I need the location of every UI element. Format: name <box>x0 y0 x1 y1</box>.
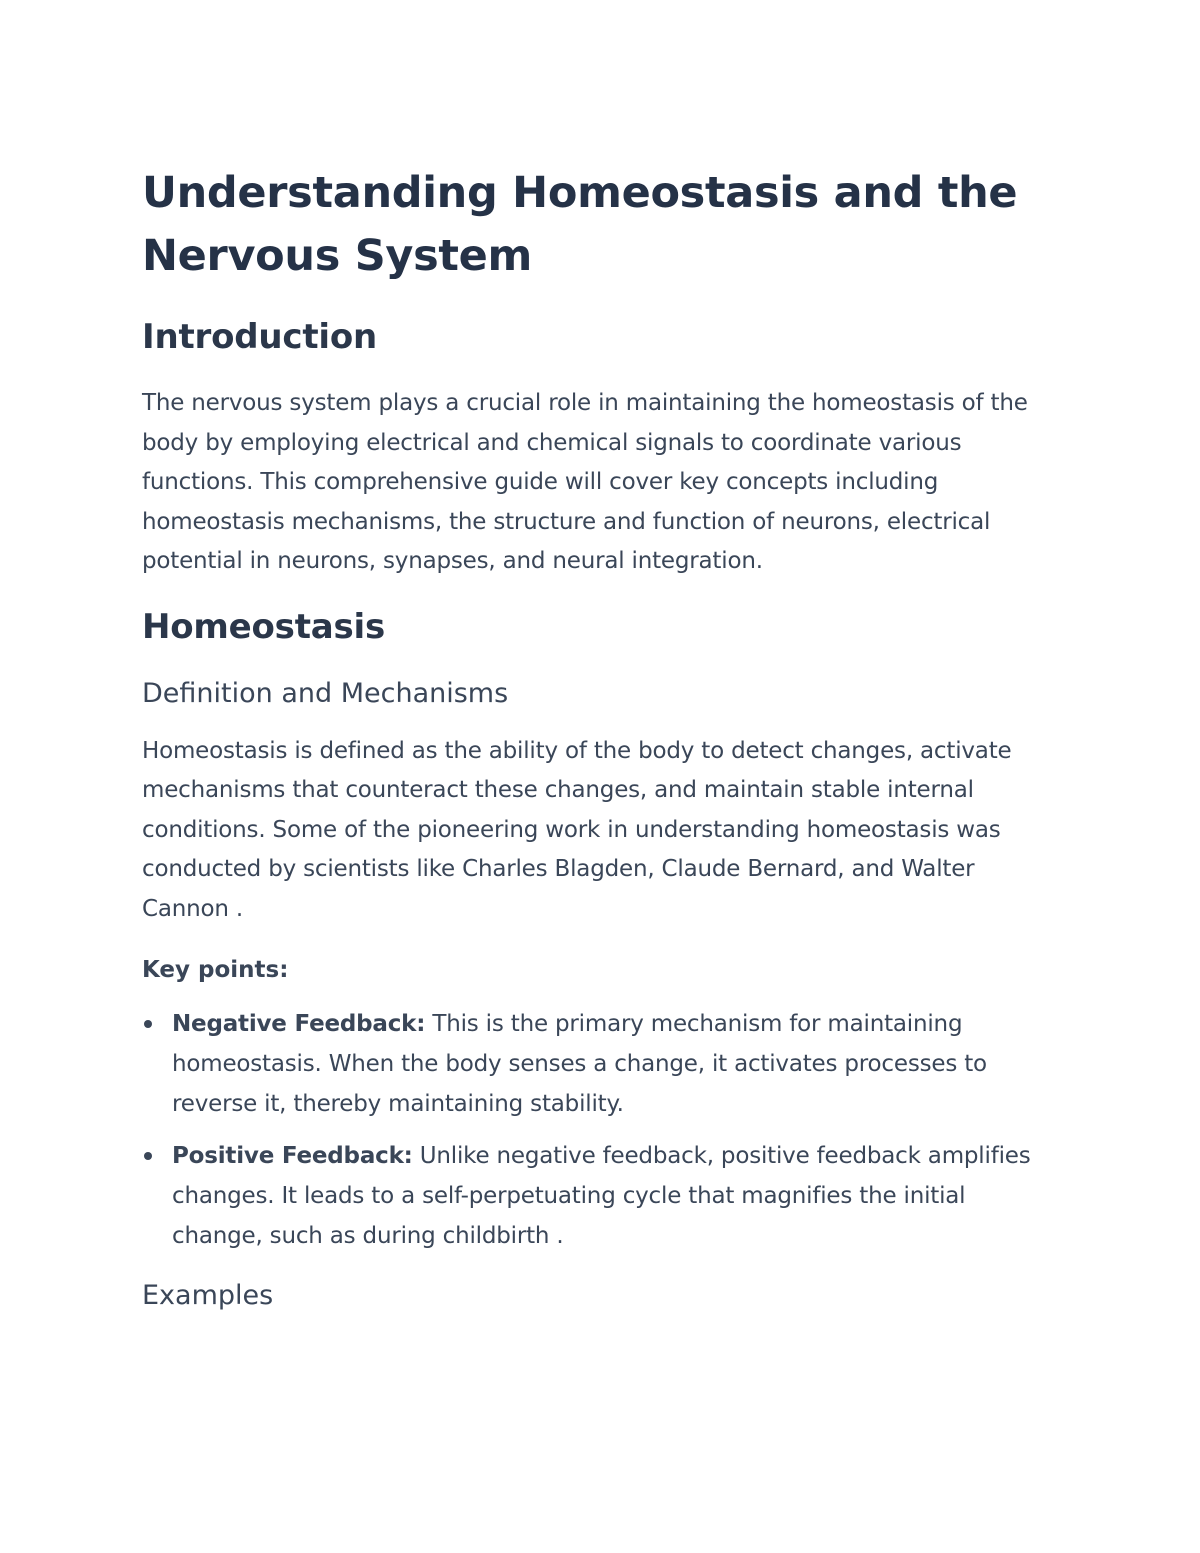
homeostasis-heading: Homeostasis <box>142 606 386 647</box>
introduction-heading: Introduction <box>142 317 378 357</box>
introduction-section <box>142 314 1062 582</box>
definition-paragraph: Homeostasis is defined as the ability of the body to detect changes, activate mechanisms that counteract these changes, and maintain stable internal conditions. Some of the pioneering work in understanding homeostasis was conducted by scientists like Charles Blagden, Claude Bernard, and Walter Cannon . <box>142 737 1012 922</box>
key-point-text: This is the primary mechanism for maintaining homeostasis. When the body senses a change, it activates processes to reverse it, thereby maintaining stability. <box>172 1010 987 1117</box>
bullet-icon <box>144 1152 152 1160</box>
bullet-icon <box>144 1020 152 1028</box>
key-point-text: Unlike negative feedback, positive feedback amplifies changes. It leads to a self-perpetuating cycle that magnifies the initial change, such as during childbirth . <box>172 1142 1031 1249</box>
introduction-paragraph: The nervous system plays a crucial role in maintaining the homeostasis of the body by employing electrical and chemical signals to coordinate various functions. This comprehensive guide will cover key concepts including homeostasis mechanisms, the structure and function of neurons, electrical potential in neurons, synapses, and neural integration. <box>142 390 1028 574</box>
definition-heading: Definition and Mechanisms <box>142 677 509 709</box>
key-point-term: Negative Feedback: <box>172 1010 426 1037</box>
key-point-term: Positive Feedback: <box>172 1142 413 1169</box>
list-item <box>142 1136 1062 1256</box>
homeostasis-section <box>142 604 1062 1316</box>
key-points-list <box>142 1004 1062 1256</box>
examples-heading: Examples <box>142 1279 274 1311</box>
key-points-label: Key points: <box>142 957 289 983</box>
list-item <box>142 1004 1062 1124</box>
document-page <box>142 162 1062 1334</box>
document-title: Understanding Homeostasis and the Nervous System <box>142 168 1018 281</box>
